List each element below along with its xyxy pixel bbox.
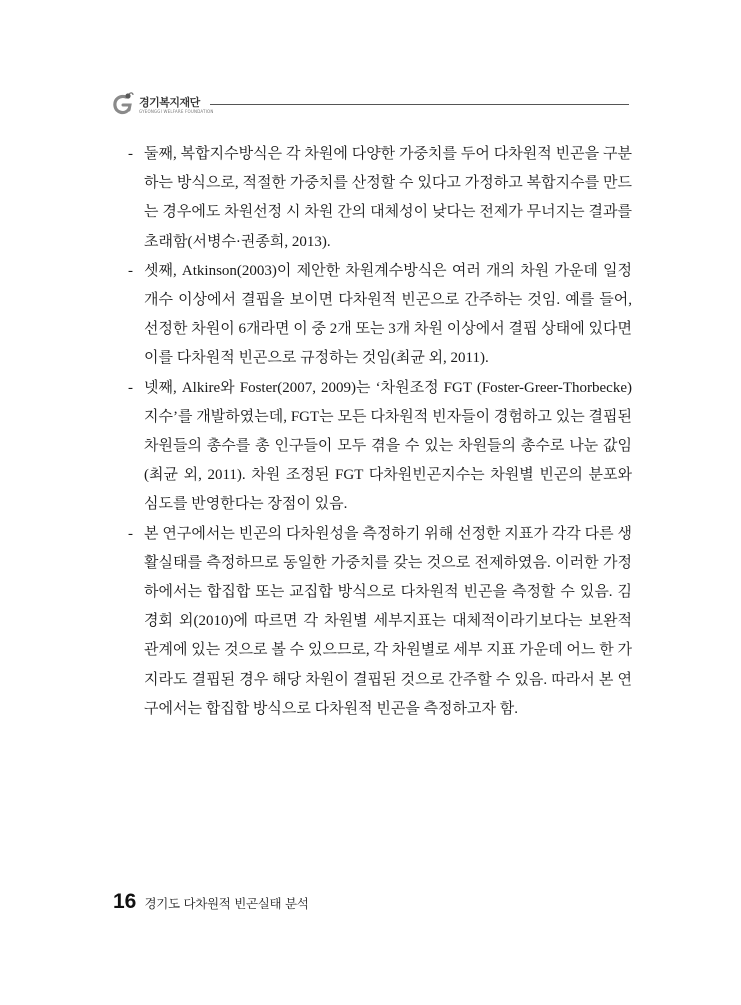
page-number: 16 xyxy=(113,890,137,913)
bullet-marker: - xyxy=(128,146,133,162)
list-item-text: 셋째, Atkinson(2003)이 제안한 차원계수방식은 여러 개의 차원 가운데 일정 개수 이상에서 결핍을 보이면 다차원적 빈곤으로 간주하는 것임. 예를 들어, 선정한 차원이 6개라면 이 중 2개 또는 3개 차원 이상에서 결핍 상태에 있다면 이를 다차원적 빈곤으로 규정하는 것임(최균 외, 2011). xyxy=(144,262,632,367)
page-footer xyxy=(113,890,309,914)
list-item xyxy=(124,374,632,520)
org-subtitle: GYEONGGI WELFARE FOUNDATION xyxy=(139,109,214,114)
list-item-text: 둘째, 복합지수방식은 각 차원에 다양한 가중치를 두어 다차원적 빈곤을 구분하는 방식으로, 적절한 가중치를 산정할 수 있다고 가정하고 복합지수를 만드는 경우에도 차원선정 시 차원 간의 대체성이 낮다는 전제가 무너지는 결과를 초래함(서병수·권종희, 2013). xyxy=(144,146,632,250)
list-item xyxy=(124,257,632,374)
list-item-text: 넷째, Alkire와 Foster(2007, 2009)는 ‘차원조정 FGT (Foster-Greer-Thorbecke) 지수’를 개발하였는데, FGT는 모든 다차원적 빈자들이 경험하고 있는 결핍된 차원들의 총수를 총 인구들이 모두 겪을 수 있는 차원들의 총수로 나눈 값임(최균 외, 2011). 차원 조정된 FGT 다차원빈곤지수는 차원별 빈곤의 분포와 심도를 반영한다는 장점이 있음. xyxy=(144,379,632,513)
page-header xyxy=(112,88,629,128)
bullet-marker: - xyxy=(128,379,133,396)
header-divider xyxy=(210,104,629,105)
foundation-logo-icon xyxy=(112,92,134,116)
org-name: 경기복지재단 xyxy=(139,96,200,109)
list-item-text: 본 연구에서는 빈곤의 다차원성을 측정하기 위해 선정한 지표가 각각 다른 생활실태를 측정하므로 동일한 가중치를 갖는 것으로 전제하였음. 이러한 가정 하에서는 합집합 또는 교집합 방식으로 다차원적 빈곤을 측정할 수 있음. 김경회 외(2010)에 따르면 각 차원별 세부지표는 대체적이라기보다는 보완적 관계에 있는 것으로 볼 수 있으므로, 각 차원별로 세부 지표 가운데 어느 한 가지라도 결핍된 경우 해당 차원이 결핍된 것으로 간주할 수 있음. 따라서 본 연구에서는 합집합 방식으로 다차원적 빈곤을 측정하고자 함. xyxy=(144,525,632,717)
running-title: 경기도 다차원적 빈곤실태 분석 xyxy=(144,896,309,911)
body-text xyxy=(124,140,632,724)
list-item xyxy=(124,520,632,724)
bullet-marker: - xyxy=(128,262,133,279)
bullet-marker: - xyxy=(128,525,133,542)
list-item xyxy=(124,140,632,257)
